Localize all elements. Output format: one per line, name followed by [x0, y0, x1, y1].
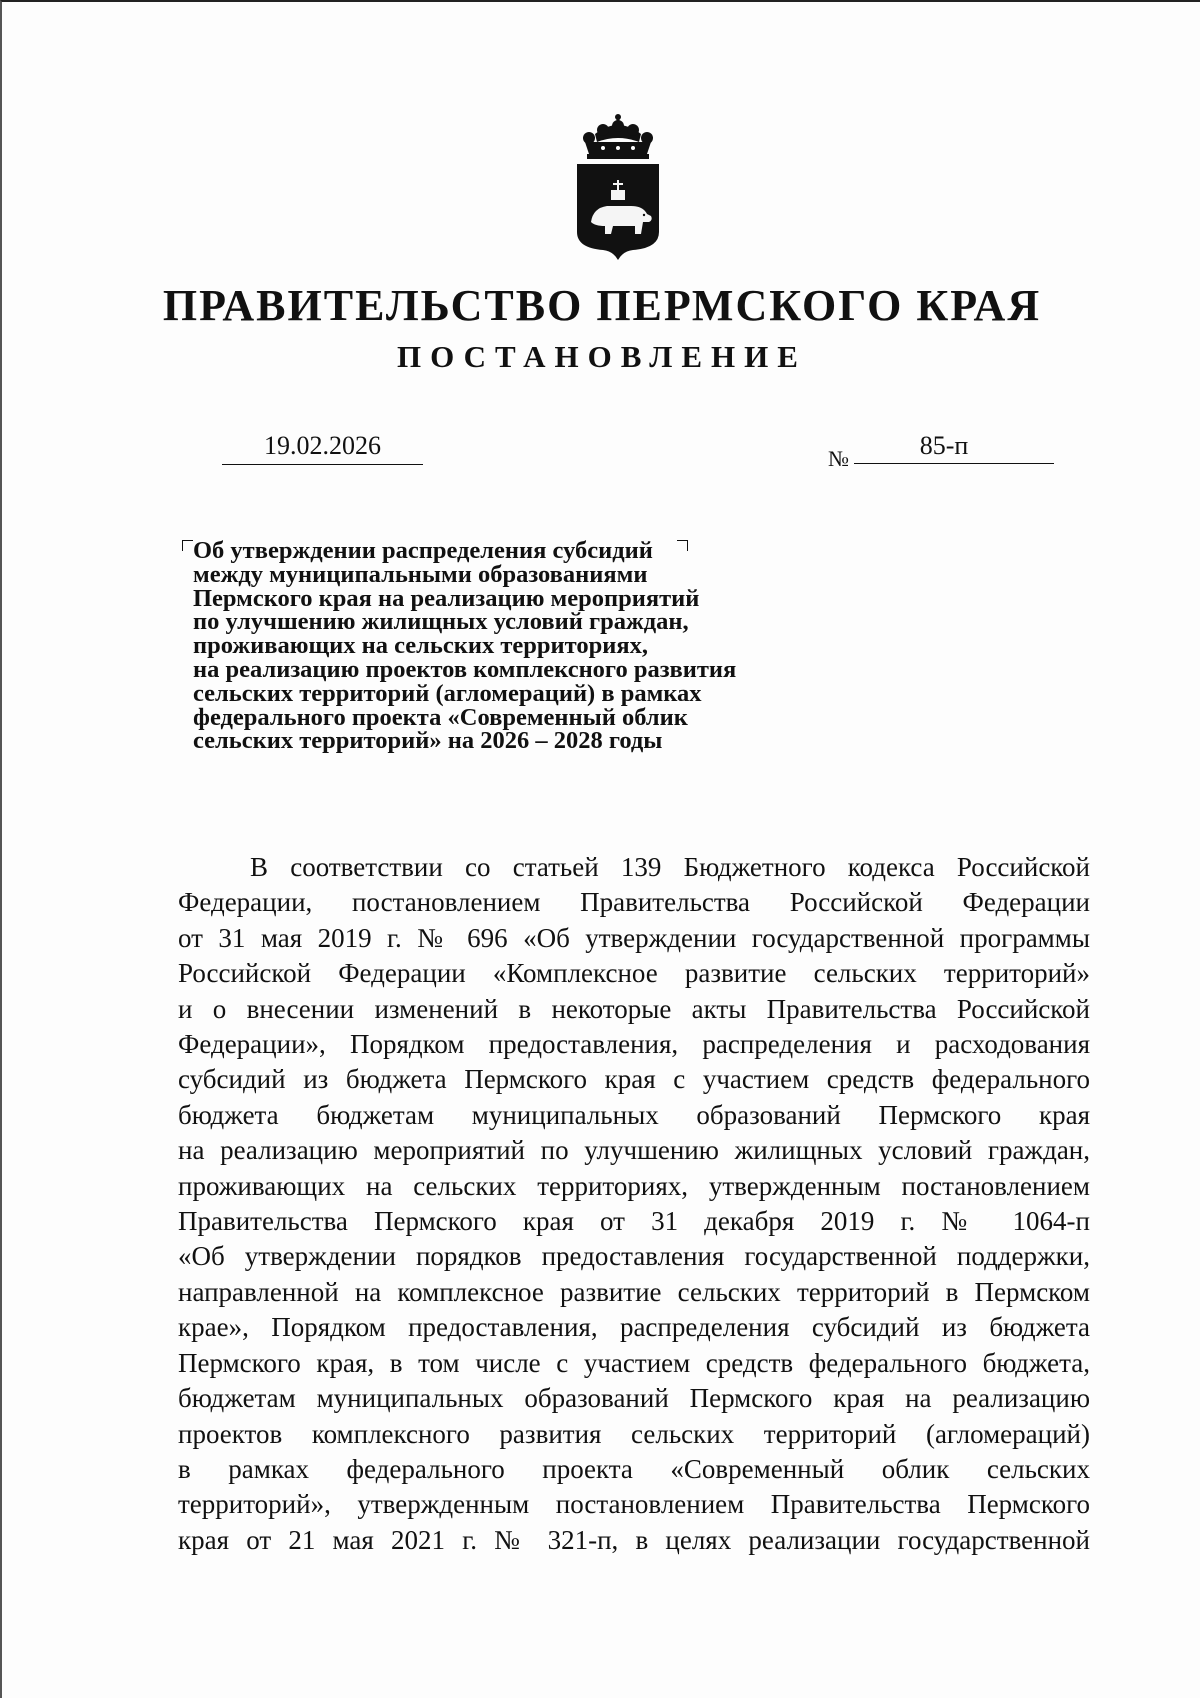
body-line: и о внесении изменений в некоторые акты Правительства Российской	[178, 993, 1090, 1024]
document-subject	[193, 539, 853, 753]
body-line: «Об утверждении порядков предоставления государственной поддержки,	[178, 1241, 1090, 1272]
subject-line: сельских территорий (агломераций) в рамках	[193, 679, 702, 707]
document-type-title: ПОСТАНОВЛЕНИЕ	[397, 339, 807, 374]
subject-line: Пермского края на реализацию мероприятий	[193, 584, 700, 612]
body-line: Федерации», Порядком предоставления, распределения и расходования	[178, 1029, 1090, 1060]
body-line: направленной на комплексное развитие сельских территорий в Пермском	[178, 1276, 1090, 1307]
body-line: проживающих на сельских территориях, утвержденным постановлением	[178, 1170, 1090, 1201]
body-line: бюджета бюджетам муниципальных образований Пермского края	[178, 1099, 1090, 1130]
subject-corner-mark-left	[182, 540, 193, 551]
document-date: 19.02.2026	[222, 430, 423, 465]
body-line: от 31 мая 2019 г. № 696 «Об утверждении государственной программы	[178, 922, 1090, 953]
body-line: В соответствии со статьей 139 Бюджетного кодекса Российской	[250, 852, 1090, 882]
perm-krai-coat-of-arms-icon	[573, 112, 663, 262]
body-line: субсидий из бюджета Пермского края с участием средств федерального	[178, 1064, 1090, 1095]
body-line: территорий», утвержденным постановлением Правительства Пермского	[178, 1489, 1090, 1520]
body-line: проектов комплексного развития сельских территорий (агломераций)	[178, 1418, 1090, 1449]
body-line: края от 21 мая 2021 г. № 321-п, в целях реализации государственной	[178, 1524, 1090, 1555]
subject-line: Об утверждении распределения субсидий	[193, 537, 653, 564]
body-line: бюджетам муниципальных образований Пермского края на реализацию	[178, 1383, 1090, 1414]
document-number: 85-п	[854, 430, 1054, 464]
body-line: Правительства Пермского края от 31 декабря 2019 г. № 1064-п	[178, 1206, 1090, 1237]
body-line: Российской Федерации «Комплексное развитие сельских территорий»	[178, 958, 1090, 989]
body-line: на реализацию мероприятий по улучшению жилищных условий граждан,	[178, 1135, 1090, 1166]
subject-line: по улучшению жилищных условий граждан,	[193, 608, 689, 636]
number-sign: №	[828, 446, 849, 471]
subject-line: между муниципальными образованиями	[193, 560, 648, 588]
body-line: крае», Порядком предоставления, распределения субсидий из бюджета	[178, 1312, 1090, 1343]
subject-line: проживающих на сельских территориях,	[193, 632, 648, 660]
organization-title: ПРАВИТЕЛЬСТВО ПЕРМСКОГО КРАЯ	[162, 281, 1042, 330]
document-body	[178, 850, 1090, 1558]
body-line: Федерации, постановлением Правительства Российской Федерации	[178, 887, 1090, 918]
subject-line: сельских территорий» на 2026 – 2028 годы	[193, 727, 663, 755]
subject-line: на реализацию проектов комплексного развития	[193, 655, 737, 683]
subject-line: федерального проекта «Современный облик	[193, 703, 688, 731]
body-line: Пермского края, в том числе с участием средств федерального бюджета,	[178, 1347, 1090, 1378]
body-line: в рамках федерального проекта «Современный облик сельских	[178, 1453, 1090, 1484]
